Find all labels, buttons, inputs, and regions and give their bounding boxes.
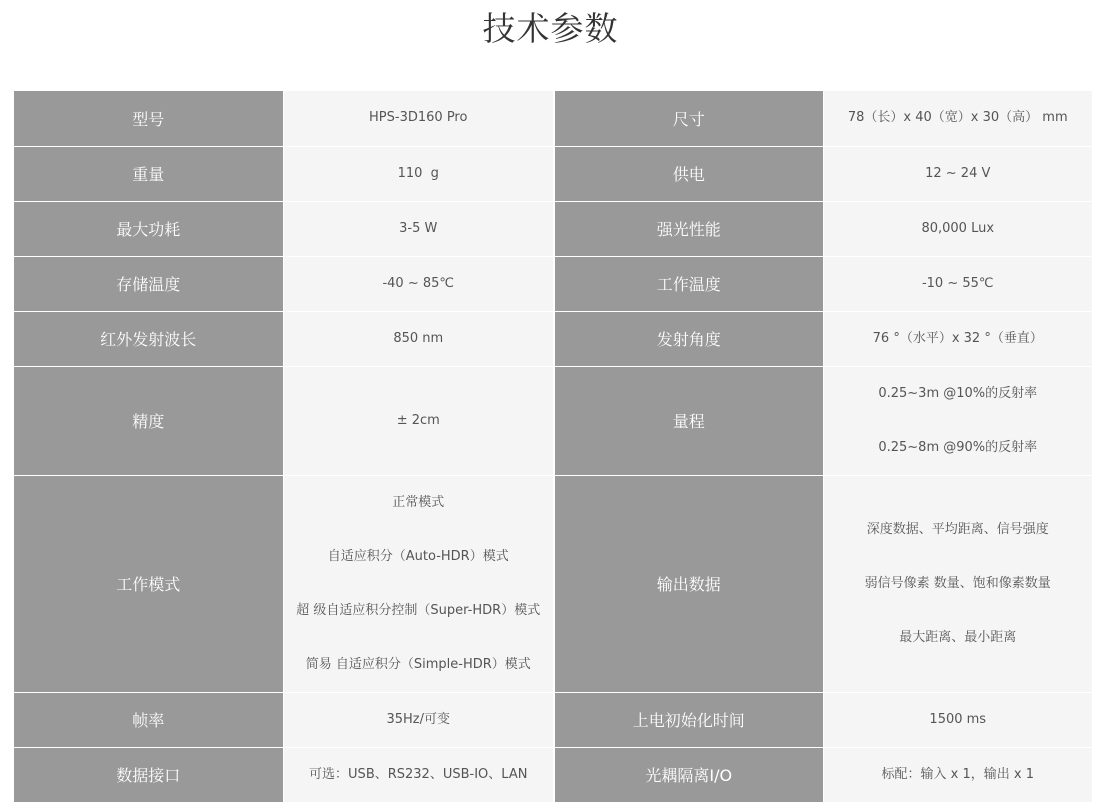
spec-label (554, 747, 823, 802)
spec-label-text: 数据接口 (116, 766, 181, 785)
spec-label (554, 256, 823, 311)
spec-label (554, 91, 823, 146)
spec-value (283, 692, 554, 747)
table-row (14, 201, 1092, 256)
spec-value-line: 最大距离、最小距离 (899, 629, 1017, 645)
spec-value (823, 366, 1092, 475)
spec-value-line: 1500 ms (929, 711, 987, 727)
spec-table (14, 91, 1092, 803)
spec-label-text: 重量 (132, 165, 165, 184)
spec-value (823, 146, 1092, 201)
spec-value-line: 76 °（水平）x 32 °（垂直） (872, 330, 1043, 346)
spec-label-text: 帧率 (132, 711, 165, 730)
spec-value-line: 弱信号像素 数量、饱和像素数量 (864, 575, 1051, 591)
spec-value (283, 475, 554, 692)
table-row (14, 91, 1092, 146)
spec-label (14, 201, 283, 256)
spec-value-line: -40 ~ 85℃ (382, 275, 455, 291)
spec-value-line: 850 nm (393, 330, 444, 346)
spec-value-line: 12 ~ 24 V (925, 165, 991, 181)
spec-value-line: 正常模式 (392, 494, 445, 510)
spec-label-text: 精度 (132, 412, 165, 431)
spec-label-text: 上电初始化时间 (632, 711, 745, 730)
spec-label-text: 最大功耗 (116, 220, 181, 239)
spec-value-line: ± 2cm (396, 412, 440, 428)
table-row (14, 311, 1092, 366)
spec-label-text: 型号 (132, 109, 165, 129)
spec-label (14, 311, 283, 366)
spec-label (14, 692, 283, 747)
spec-value-line: 0.25~8m @90%的反射率 (878, 439, 1038, 455)
spec-label (554, 366, 823, 475)
spec-table-body (14, 91, 1092, 802)
spec-label (14, 366, 283, 475)
page-title: 技术参数 (482, 9, 619, 48)
spec-value (823, 692, 1092, 747)
spec-label-text: 光耦隔离I/O (645, 766, 733, 785)
spec-value (283, 201, 554, 256)
spec-value-line: 78（长）x 40（宽）x 30（高） mm (847, 110, 1068, 126)
spec-value (823, 201, 1092, 256)
spec-value-line: 80,000 Lux (921, 220, 995, 236)
table-row (14, 366, 1092, 475)
spec-label (14, 256, 283, 311)
spec-label-text: 量程 (672, 412, 705, 431)
spec-label-text: 工作温度 (656, 275, 721, 294)
spec-value-line: 35Hz/可变 (386, 711, 451, 727)
spec-label-text: 工作模式 (116, 575, 181, 594)
table-row (14, 747, 1092, 802)
table-row (14, 692, 1092, 747)
spec-label (14, 91, 283, 146)
spec-label-text: 发射角度 (656, 330, 721, 349)
spec-value (823, 311, 1092, 366)
spec-value (283, 747, 554, 802)
spec-value (283, 91, 554, 146)
spec-value-line: 自适应积分（Auto-HDR）模式 (327, 548, 509, 564)
spec-label-text: 输出数据 (656, 575, 721, 594)
table-row (14, 146, 1092, 201)
spec-label (554, 692, 823, 747)
spec-label-text: 红外发射波长 (100, 330, 197, 349)
spec-label-text: 强光性能 (656, 220, 721, 239)
spec-value (823, 747, 1092, 802)
spec-value (283, 311, 554, 366)
spec-label (554, 475, 823, 692)
spec-value-line: 0.25~3m @10%的反射率 (878, 385, 1038, 401)
spec-value (283, 256, 554, 311)
spec-label-text: 存储温度 (116, 275, 181, 294)
spec-value (283, 366, 554, 475)
spec-value (823, 256, 1092, 311)
spec-value-line: 110 g (397, 165, 439, 181)
table-row (14, 256, 1092, 311)
spec-label (554, 201, 823, 256)
spec-value-line: 简易 自适应积分（Simple-HDR）模式 (305, 656, 531, 672)
spec-label (554, 311, 823, 366)
spec-label-text: 供电 (672, 165, 705, 184)
spec-value-line: 3-5 W (399, 220, 438, 236)
spec-value-line: -10 ~ 55℃ (921, 275, 994, 291)
spec-value-line: HPS-3D160 Pro (369, 110, 468, 126)
spec-label (554, 146, 823, 201)
spec-value (283, 146, 554, 201)
spec-value (823, 91, 1092, 146)
spec-value-line: 深度数据、平均距离、信号强度 (866, 521, 1049, 537)
spec-label (14, 146, 283, 201)
spec-value-line: 可选：USB、RS232、USB-IO、LAN (309, 766, 528, 782)
spec-label-text: 尺寸 (672, 109, 705, 129)
spec-label (14, 475, 283, 692)
spec-value-line: 超 级自适应积分控制（Super-HDR）模式 (296, 602, 541, 618)
spec-value-line: 标配：输入 x 1，输出 x 1 (881, 766, 1034, 782)
spec-value (823, 475, 1092, 692)
spec-label (14, 747, 283, 802)
table-row (14, 475, 1092, 692)
